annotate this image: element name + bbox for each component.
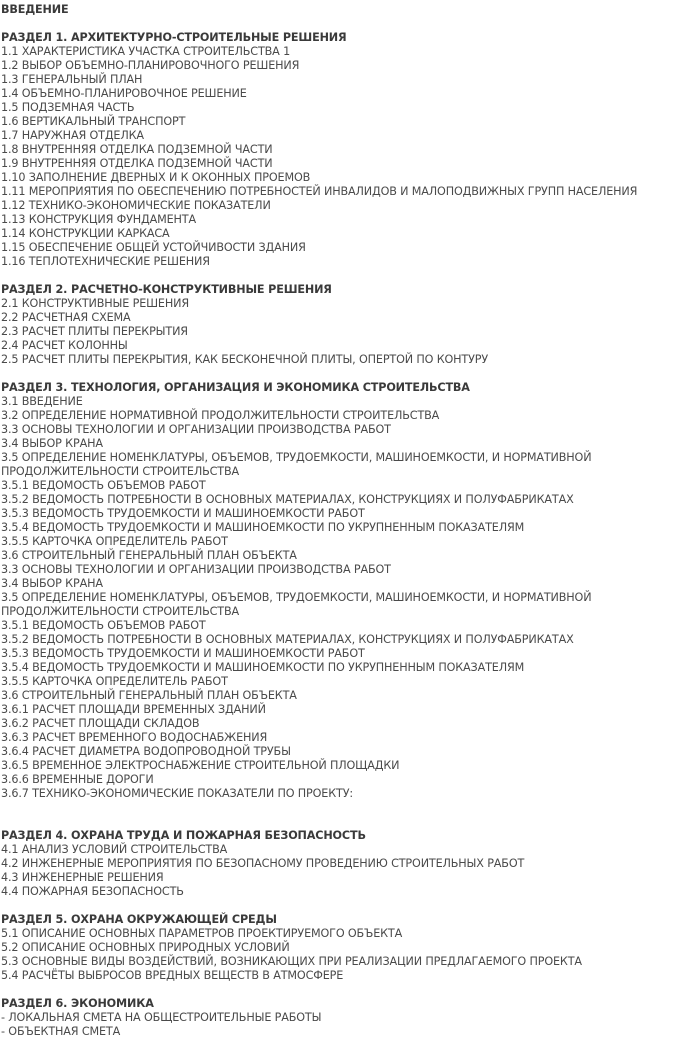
list-item: 2.5 РАСЧЕТ ПЛИТЫ ПЕРЕКРЫТИЯ, КАК БЕСКОНЕЧНОЙ ПЛИТЫ, ОПЕРТОЙ ПО КОНТУРУ bbox=[1, 353, 489, 366]
list-item: - ЛОКАЛЬНАЯ СМЕТА НА ОБЩЕСТРОИТЕЛЬНЫЕ РАБОТЫ bbox=[1, 1011, 322, 1024]
list-item: 3.6.5 ВРЕМЕННОЕ ЭЛЕКТРОСНАБЖЕНИЕ СТРОИТЕЛЬНОЙ ПЛОЩАДКИ bbox=[1, 759, 400, 772]
list-item bbox=[1, 801, 697, 815]
list-item: 3.5.2 ВЕДОМОСТЬ ПОТРЕБНОСТИ В ОСНОВНЫХ МАТЕРИАЛАХ, КОНСТРУКЦИЯХ И ПОЛУФАБРИКАТАХ bbox=[1, 633, 574, 646]
list-item: 3.5.4 ВЕДОМОСТЬ ТРУДОЕМКОСТИ И МАШИНОЕМКОСТИ ПО УКРУПНЕННЫМ ПОКАЗАТЕЛЯМ bbox=[1, 661, 525, 674]
list-item: 3.5.2 ВЕДОМОСТЬ ПОТРЕБНОСТИ В ОСНОВНЫХ МАТЕРИАЛАХ, КОНСТРУКЦИЯХ И ПОЛУФАБРИКАТАХ bbox=[1, 493, 574, 506]
list-item: 3.5 ОПРЕДЕЛЕНИЕ НОМЕНКЛАТУРЫ, ОБЪЕМОВ, ТРУДОЕМКОСТИ, МАШИНОЕМКОСТИ, И НОРМАТИВНОЙ ПРОДОЛЖИТЕЛЬНОСТИ СТРОИТЕЛЬСТВА bbox=[1, 591, 592, 618]
list-item: 1.2 ВЫБОР ОБЪЕМНО-ПЛАНИРОВОЧНОГО РЕШЕНИЯ bbox=[1, 59, 300, 72]
list-item: 2.3 РАСЧЕТ ПЛИТЫ ПЕРЕКРЫТИЯ bbox=[1, 325, 188, 338]
list-item: 5.1 ОПИСАНИЕ ОСНОВНЫХ ПАРАМЕТРОВ ПРОЕКТИРУЕМОГО ОБЪЕКТА bbox=[1, 927, 403, 940]
table-of-contents bbox=[1, 3, 697, 1039]
section-title: РАЗДЕЛ 4. ОХРАНА ТРУДА И ПОЖАРНАЯ БЕЗОПАСНОСТЬ bbox=[1, 829, 366, 842]
list-item: 2.2 РАСЧЕТНАЯ СХЕМА bbox=[1, 311, 131, 324]
list-item: 1.10 ЗАПОЛНЕНИЕ ДВЕРНЫХ И К ОКОННЫХ ПРОЕМОВ bbox=[1, 171, 311, 184]
list-item: 1.4 ОБЪЕМНО-ПЛАНИРОВОЧНОЕ РЕШЕНИЕ bbox=[1, 87, 247, 100]
list-item: 1.3 ГЕНЕРАЛЬНЫЙ ПЛАН bbox=[1, 73, 143, 86]
list-item: 5.4 РАСЧЁТЫ ВЫБРОСОВ ВРЕДНЫХ ВЕЩЕСТВ В АТМОСФЕРЕ bbox=[1, 969, 344, 982]
list-item: 3.6.1 РАСЧЕТ ПЛОЩАДИ ВРЕМЕННЫХ ЗДАНИЙ bbox=[1, 703, 266, 716]
list-item: 1.15 ОБЕСПЕЧЕНИЕ ОБЩЕЙ УСТОЙЧИВОСТИ ЗДАНИЯ bbox=[1, 241, 306, 254]
list-item: 2.1 КОНСТРУКТИВНЫЕ РЕШЕНИЯ bbox=[1, 297, 189, 310]
list-item: 5.3 ОСНОВНЫЕ ВИДЫ ВОЗДЕЙСТВИЙ, ВОЗНИКАЮЩИХ ПРИ РЕАЛИЗАЦИИ ПРЕДЛАГАЕМОГО ПРОЕКТА bbox=[1, 955, 582, 968]
list-item: 1.11 МЕРОПРИЯТИЯ ПО ОБЕСПЕЧЕНИЮ ПОТРЕБНОСТЕЙ ИНВАЛИДОВ И МАЛОПОДВИЖНЫХ ГРУПП НАСЕЛЕНИЯ bbox=[1, 185, 638, 198]
list-item: 3.5 ОПРЕДЕЛЕНИЕ НОМЕНКЛАТУРЫ, ОБЪЕМОВ, ТРУДОЕМКОСТИ, МАШИНОЕМКОСТИ, И НОРМАТИВНОЙ ПРОДОЛЖИТЕЛЬНОСТИ СТРОИТЕЛЬСТВА bbox=[1, 451, 592, 478]
list-item: 3.5.4 ВЕДОМОСТЬ ТРУДОЕМКОСТИ И МАШИНОЕМКОСТИ ПО УКРУПНЕННЫМ ПОКАЗАТЕЛЯМ bbox=[1, 521, 525, 534]
list-item: 3.5.1 ВЕДОМОСТЬ ОБЪЕМОВ РАБОТ bbox=[1, 479, 206, 492]
list-item: 3.6.4 РАСЧЕТ ДИАМЕТРА ВОДОПРОВОДНОЙ ТРУБЫ bbox=[1, 745, 291, 758]
section-title: РАЗДЕЛ 1. АРХИТЕКТУРНО-СТРОИТЕЛЬНЫЕ РЕШЕНИЯ bbox=[1, 31, 347, 44]
list-item: 3.5.3 ВЕДОМОСТЬ ТРУДОЕМКОСТИ И МАШИНОЕМКОСТИ РАБОТ bbox=[1, 647, 365, 660]
list-item: 3.6.3 РАСЧЕТ ВРЕМЕННОГО ВОДОСНАБЖЕНИЯ bbox=[1, 731, 268, 744]
list-item: 1.5 ПОДЗЕМНАЯ ЧАСТЬ bbox=[1, 101, 135, 114]
list-item: 3.2 ОПРЕДЕЛЕНИЕ НОРМАТИВНОЙ ПРОДОЛЖИТЕЛЬНОСТИ СТРОИТЕЛЬСТВА bbox=[1, 409, 440, 422]
list-item: 1.13 КОНСТРУКЦИЯ ФУНДАМЕНТА bbox=[1, 213, 196, 226]
spacer bbox=[1, 899, 697, 913]
list-item: 3.5.1 ВЕДОМОСТЬ ОБЪЕМОВ РАБОТ bbox=[1, 619, 206, 632]
section-title: РАЗДЕЛ 6. ЭКОНОМИКА bbox=[1, 997, 154, 1010]
spacer bbox=[1, 815, 697, 829]
list-item: 1.8 ВНУТРЕННЯЯ ОТДЕЛКА ПОДЗЕМНОЙ ЧАСТИ bbox=[1, 143, 273, 156]
list-item: 4.3 ИНЖЕНЕРНЫЕ РЕШЕНИЯ bbox=[1, 871, 164, 884]
list-item: 3.5.5 КАРТОЧКА ОПРЕДЕЛИТЕЛЬ РАБОТ bbox=[1, 535, 228, 548]
list-item: 3.6 СТРОИТЕЛЬНЫЙ ГЕНЕРАЛЬНЫЙ ПЛАН ОБЪЕКТА bbox=[1, 549, 297, 562]
list-item: 3.6 СТРОИТЕЛЬНЫЙ ГЕНЕРАЛЬНЫЙ ПЛАН ОБЪЕКТА bbox=[1, 689, 297, 702]
list-item: 3.6.7 ТЕХНИКО-ЭКОНОМИЧЕСКИЕ ПОКАЗАТЕЛИ ПО ПРОЕКТУ: bbox=[1, 787, 353, 800]
list-item: 2.4 РАСЧЕТ КОЛОННЫ bbox=[1, 339, 128, 352]
list-item: 1.1 ХАРАКТЕРИСТИКА УЧАСТКА СТРОИТЕЛЬСТВА 1 bbox=[1, 45, 291, 58]
list-item: 4.2 ИНЖЕНЕРНЫЕ МЕРОПРИЯТИЯ ПО БЕЗОПАСНОМУ ПРОВЕДЕНИЮ СТРОИТЕЛЬНЫХ РАБОТ bbox=[1, 857, 525, 870]
list-item: 1.6 ВЕРТИКАЛЬНЫЙ ТРАНСПОРТ bbox=[1, 115, 186, 128]
list-item: - ОБЪЕКТНАЯ СМЕТА bbox=[1, 1025, 121, 1038]
list-item: 3.5.3 ВЕДОМОСТЬ ТРУДОЕМКОСТИ И МАШИНОЕМКОСТИ РАБОТ bbox=[1, 507, 365, 520]
list-item: 3.3 ОСНОВЫ ТЕХНОЛОГИИ И ОРГАНИЗАЦИИ ПРОИЗВОДСТВА РАБОТ bbox=[1, 563, 391, 576]
list-item: 1.9 ВНУТРЕННЯЯ ОТДЕЛКА ПОДЗЕМНОЙ ЧАСТИ bbox=[1, 157, 273, 170]
intro-heading: ВВЕДЕНИЕ bbox=[1, 3, 69, 16]
list-item: 3.1 ВВЕДЕНИЕ bbox=[1, 395, 83, 408]
list-item: 1.16 ТЕПЛОТЕХНИЧЕСКИЕ РЕШЕНИЯ bbox=[1, 255, 210, 268]
list-item: 4.4 ПОЖАРНАЯ БЕЗОПАСНОСТЬ bbox=[1, 885, 184, 898]
list-item: 3.3 ОСНОВЫ ТЕХНОЛОГИИ И ОРГАНИЗАЦИИ ПРОИЗВОДСТВА РАБОТ bbox=[1, 423, 391, 436]
section-title: РАЗДЕЛ 3. ТЕХНОЛОГИЯ, ОРГАНИЗАЦИЯ И ЭКОНОМИКА СТРОИТЕЛЬСТВА bbox=[1, 381, 470, 394]
list-item: 3.6.6 ВРЕМЕННЫЕ ДОРОГИ bbox=[1, 773, 154, 786]
list-item: 3.6.2 РАСЧЕТ ПЛОЩАДИ СКЛАДОВ bbox=[1, 717, 200, 730]
list-item: 3.4 ВЫБОР КРАНА bbox=[1, 577, 103, 590]
list-item: 3.5.5 КАРТОЧКА ОПРЕДЕЛИТЕЛЬ РАБОТ bbox=[1, 675, 228, 688]
section-title: РАЗДЕЛ 5. ОХРАНА ОКРУЖАЮЩЕЙ СРЕДЫ bbox=[1, 913, 277, 926]
list-item: 1.14 КОНСТРУКЦИИ КАРКАСА bbox=[1, 227, 170, 240]
list-item: 5.2 ОПИСАНИЕ ОСНОВНЫХ ПРИРОДНЫХ УСЛОВИЙ bbox=[1, 941, 290, 954]
list-item: 3.4 ВЫБОР КРАНА bbox=[1, 437, 103, 450]
spacer bbox=[1, 17, 697, 31]
spacer bbox=[1, 983, 697, 997]
list-item: 4.1 АНАЛИЗ УСЛОВИЙ СТРОИТЕЛЬСТВА bbox=[1, 843, 228, 856]
spacer bbox=[1, 367, 697, 381]
spacer bbox=[1, 269, 697, 283]
section-title: РАЗДЕЛ 2. РАСЧЕТНО-КОНСТРУКТИВНЫЕ РЕШЕНИЯ bbox=[1, 283, 332, 296]
list-item: 1.7 НАРУЖНАЯ ОТДЕЛКА bbox=[1, 129, 144, 142]
list-item: 1.12 ТЕХНИКО-ЭКОНОМИЧЕСКИЕ ПОКАЗАТЕЛИ bbox=[1, 199, 271, 212]
